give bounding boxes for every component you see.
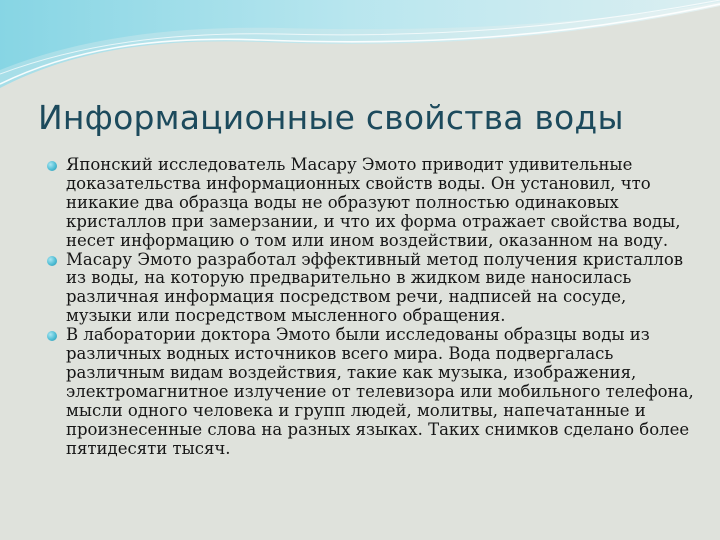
slide-title: Информационные свойства воды bbox=[38, 98, 624, 137]
bullet-text: Масару Эмото разработал эффективный метод получения кристаллов из воды, на которую предварительно в жидком виде наносилась различная информация посредством речи, надписей на сосуде, музыки или посредством мысленного обращения. bbox=[66, 249, 684, 326]
circle-bullet-icon bbox=[47, 331, 57, 341]
bullet-text: В лаборатории доктора Эмото были исследованы образцы воды из различных водных источников всего мира. Вода подвергалась различным видам воздействия, такие как музыка, изображения, электромагнитное излучение от телевизора или мобильного телефона, мысли одного человека и групп людей, молитвы, напечатанные и произнесенные слова на разных языках. Таких снимков сделано более пятидесяти тысяч. bbox=[66, 325, 694, 458]
list-item bbox=[46, 326, 696, 458]
list-item bbox=[46, 251, 696, 327]
list-item bbox=[46, 156, 696, 251]
wave-decoration bbox=[0, 0, 720, 100]
bullet-text: Японский исследователь Масару Эмото приводит удивительные доказательства информационных свойств воды. Он установил, что никакие два образца воды не образуют полностью одинаковых кристаллов при замерзании, и что их форма отражает свойства воды, несет информацию о том или ином воздействии, оказанном на воду. bbox=[66, 155, 681, 250]
circle-bullet-icon bbox=[47, 256, 57, 266]
bullet-list bbox=[46, 156, 696, 459]
circle-bullet-icon bbox=[47, 161, 57, 171]
